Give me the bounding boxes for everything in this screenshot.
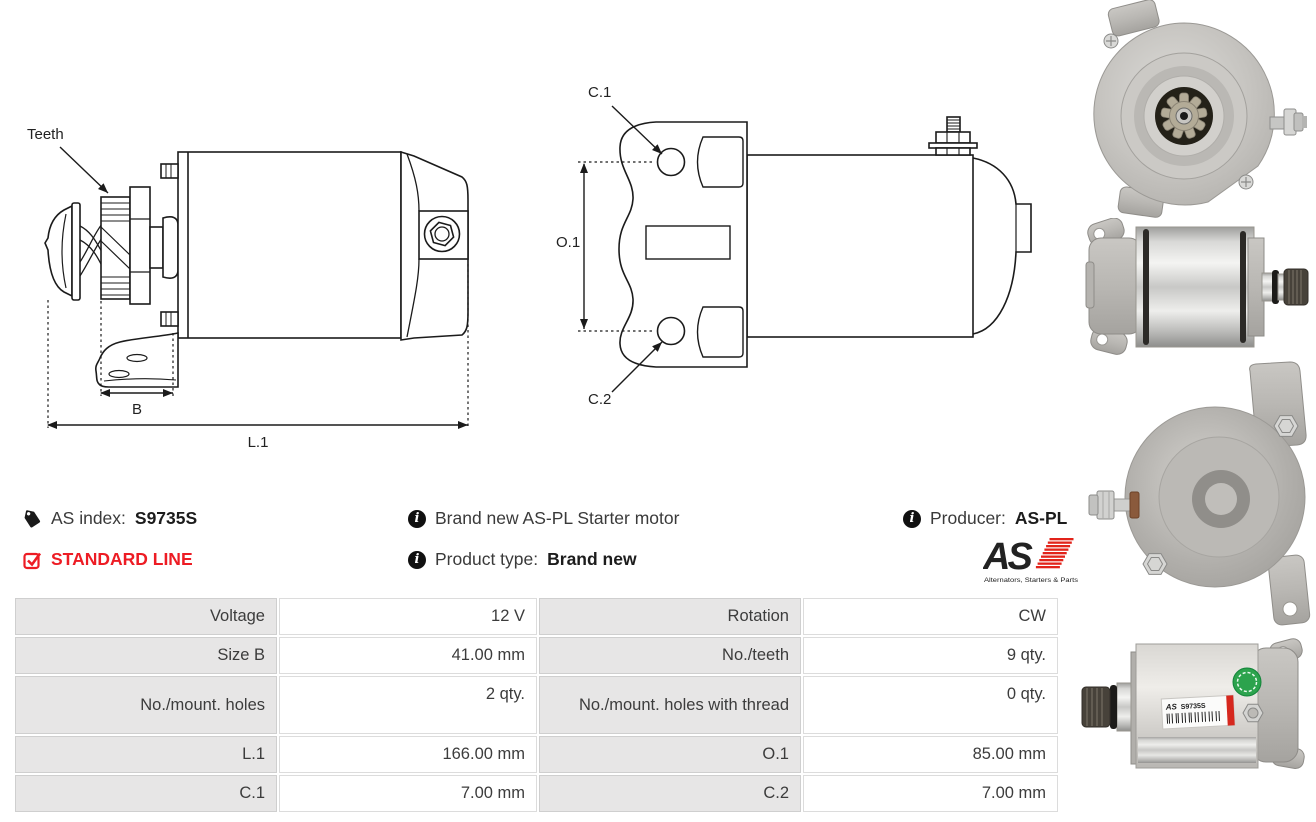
spec-value-cell: 85.00 mm	[803, 736, 1058, 773]
drive-housing	[1089, 238, 1141, 334]
label-code: S9735S	[1180, 702, 1206, 711]
product-photo-front-view[interactable]	[1075, 0, 1316, 218]
spec-value-cell: 9 qty.	[803, 637, 1058, 674]
spec-value-cell: 166.00 mm	[279, 736, 537, 773]
splined-shaft	[1284, 269, 1308, 305]
teeth-label: Teeth	[27, 126, 64, 143]
spec-value-cell: 41.00 mm	[279, 637, 537, 674]
spec-value-cell: CW	[803, 598, 1058, 635]
technical-drawing-side-view	[0, 88, 490, 460]
pinion-gear-drawing	[101, 197, 130, 299]
product-photo-labeled-side[interactable]	[1075, 635, 1316, 785]
spec-value-cell: 7.00 mm	[803, 775, 1058, 812]
as-pl-logo	[983, 532, 1079, 586]
spec-value-cell: 7.00 mm	[279, 775, 537, 812]
logo-text: AS	[983, 536, 1030, 578]
spec-label-cell: Voltage	[15, 598, 277, 635]
spec-label-cell: O.1	[539, 736, 801, 773]
terminal-stud	[1089, 491, 1139, 519]
producer-value: AS-PL	[1014, 508, 1068, 528]
producer-row	[903, 508, 1067, 529]
info-icon	[408, 510, 426, 528]
product-label	[1161, 695, 1234, 729]
spec-label-cell: L.1	[15, 736, 277, 773]
spec-label-cell: Size B	[15, 637, 277, 674]
spec-label-cell: C.1	[15, 775, 277, 812]
spec-value-cell: 12 V	[279, 598, 537, 635]
spec-value-cell: 0 qty.	[803, 676, 1058, 734]
spec-label-cell: No./mount. holes	[15, 676, 277, 734]
product-type-row	[408, 549, 637, 570]
spec-value-cell: 2 qty.	[279, 676, 537, 734]
logo-tagline: Alternators, Starters & Parts	[984, 577, 1079, 584]
product-photo-side-shaft[interactable]	[1075, 218, 1316, 358]
producer-label: Producer:	[930, 508, 1006, 528]
info-icon	[903, 510, 921, 528]
spec-label-cell: No./teeth	[539, 637, 801, 674]
spec-table	[15, 598, 1062, 812]
product-photo-rear-view[interactable]	[1075, 360, 1316, 635]
motor-cylinder	[1136, 227, 1254, 347]
product-description: Brand new AS-PL Starter motor	[435, 508, 680, 528]
standard-line-badge: STANDARD LINE	[51, 549, 193, 569]
info-icon	[408, 551, 426, 569]
mount-hole-c1	[658, 149, 685, 176]
as-index-row	[22, 508, 197, 529]
mount-hole-c2	[658, 318, 685, 345]
tag-icon	[22, 509, 42, 529]
teeth-arrow	[60, 147, 108, 193]
motor-body-drawing-2	[747, 155, 973, 337]
as-index-value: S9735S	[134, 508, 198, 528]
dim-c1-label: C.1	[588, 84, 612, 101]
product-type-label: Product type:	[435, 549, 539, 569]
as-index-label: AS index:	[51, 508, 126, 528]
spec-label-cell: C.2	[539, 775, 801, 812]
dim-c2-label: C.2	[588, 391, 612, 408]
spec-label-cell: No./mount. holes with thread	[539, 676, 801, 734]
dim-l1-label: L.1	[247, 434, 269, 451]
dim-o1-label: O.1	[556, 234, 581, 251]
spec-label-cell: Rotation	[539, 598, 801, 635]
technical-drawing-mount-view	[548, 55, 1048, 465]
red-checkbox-icon	[22, 550, 42, 570]
label-as-logo: AS	[1165, 702, 1178, 712]
product-type-value: Brand new	[547, 549, 637, 569]
motor-body-drawing	[178, 152, 401, 338]
splined-shaft	[1082, 687, 1110, 727]
description-row	[408, 508, 679, 529]
logo-stripes	[1036, 538, 1074, 568]
standard-line-row	[22, 549, 193, 570]
terminal-stud-drawing	[929, 117, 977, 155]
dim-b-label: B	[131, 401, 143, 418]
